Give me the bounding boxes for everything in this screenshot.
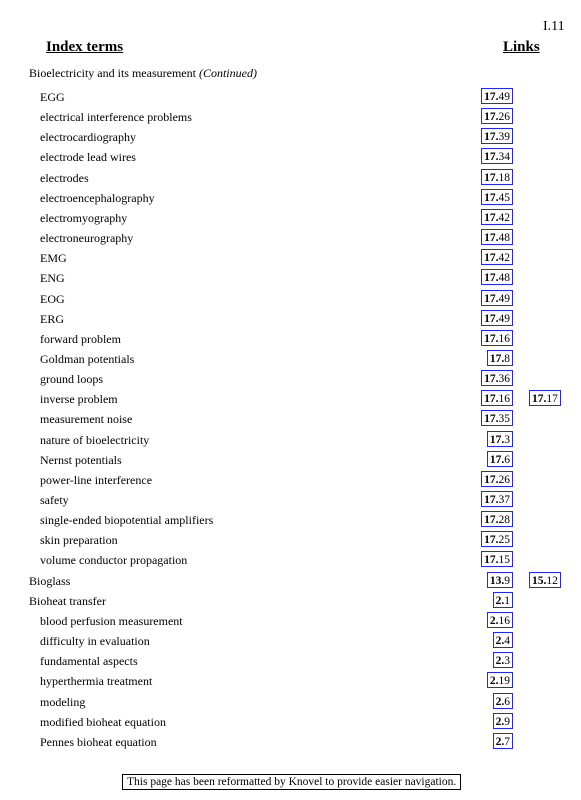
link-page: 18 [498, 171, 510, 184]
link-chapter: 17. [484, 413, 499, 426]
index-entry-row [0, 269, 581, 289]
index-term: electroencephalography [40, 190, 155, 205]
index-term: EGG [40, 90, 65, 104]
link-page: 1 [504, 594, 510, 607]
page-link[interactable] [481, 269, 513, 285]
index-entry-row [0, 108, 581, 128]
page-link[interactable] [493, 733, 513, 749]
page-link[interactable] [481, 128, 513, 144]
index-entry-row [0, 249, 581, 269]
link-page: 4 [504, 635, 510, 648]
page-link[interactable] [529, 572, 561, 588]
index-entry-row [0, 693, 581, 713]
index-entry-row [0, 209, 581, 229]
index-entry-row [0, 330, 581, 350]
link-chapter: 15. [532, 574, 547, 587]
link-page: 8 [504, 352, 510, 365]
index-entry-row [0, 592, 581, 612]
link-page: 16 [498, 393, 510, 406]
link-chapter: 2. [495, 635, 505, 648]
index-entry-row [0, 189, 581, 209]
link-chapter: 13. [489, 574, 505, 587]
page-link[interactable] [481, 330, 513, 346]
link-page: 26 [498, 473, 510, 486]
link-page: 49 [498, 312, 510, 325]
link-chapter: 17. [484, 131, 499, 144]
page-link[interactable] [487, 572, 513, 588]
page-link[interactable] [493, 713, 513, 729]
link-chapter: 17. [484, 494, 499, 506]
page-link[interactable] [481, 370, 513, 386]
index-term: ground loops [40, 372, 103, 387]
page-link[interactable] [481, 290, 513, 306]
index-entry-row [0, 290, 581, 310]
link-page: 42 [498, 211, 510, 224]
link-page: 16 [498, 332, 510, 345]
page-link[interactable] [481, 189, 513, 205]
page-link[interactable] [481, 410, 513, 426]
index-term: volume conductor propagation [40, 553, 188, 568]
index-term: single-ended biopotential amplifiers [40, 513, 214, 528]
index-term: difficulty in evaluation [40, 634, 150, 649]
index-entry-row [0, 128, 581, 148]
link-page: 48 [498, 232, 510, 245]
page-link[interactable] [487, 451, 513, 467]
link-chapter: 17. [532, 393, 547, 406]
link-chapter: 17. [484, 272, 499, 285]
page-link[interactable] [481, 249, 513, 265]
page-link[interactable] [487, 350, 513, 366]
index-term: modeling [40, 694, 86, 709]
links-header: Links [503, 39, 540, 55]
index-term: Nernst potentials [40, 452, 122, 467]
index-entry-row [0, 572, 581, 592]
link-page: 17 [546, 393, 558, 406]
link-page: 15 [498, 554, 510, 567]
index-entry-row [0, 229, 581, 249]
link-page: 9 [504, 574, 510, 587]
link-chapter: 2. [495, 715, 505, 728]
link-page: 6 [504, 695, 510, 708]
link-chapter: 17. [484, 514, 499, 527]
link-chapter: 17. [484, 292, 499, 305]
index-entry-row [0, 652, 581, 672]
page-link[interactable] [481, 531, 513, 547]
index-term: measurement noise [40, 412, 133, 427]
index-entry-row [0, 148, 581, 168]
index-term: power-line interference [40, 472, 153, 487]
link-page: 16 [498, 614, 510, 627]
page-link[interactable] [481, 551, 513, 567]
link-page: 26 [498, 111, 510, 124]
index-term: ERG [40, 311, 64, 326]
link-page: 19 [498, 675, 510, 688]
index-entry-row [0, 451, 581, 471]
link-page: 49 [498, 292, 510, 305]
link-chapter: 17. [484, 393, 499, 406]
page-link[interactable] [481, 471, 513, 487]
index-entry-row [0, 390, 581, 410]
page-link[interactable] [481, 310, 513, 326]
link-page: 39 [498, 131, 510, 144]
index-term: ENG [40, 271, 65, 286]
page-link[interactable] [493, 632, 513, 648]
index-entry-row [0, 169, 581, 189]
index-term: electrocardiography [40, 130, 136, 145]
index-entry-row [0, 310, 581, 330]
link-chapter: 2. [495, 655, 505, 668]
link-chapter: 17. [489, 433, 505, 446]
section-title-text: Bioelectricity and its measurement [29, 66, 196, 80]
link-chapter: 17. [484, 191, 499, 204]
link-page: 25 [498, 534, 510, 547]
page-link[interactable] [481, 390, 513, 406]
link-chapter: 17. [484, 211, 499, 224]
index-entry-row [0, 733, 581, 753]
link-page: 49 [498, 91, 510, 103]
page-link[interactable] [487, 672, 513, 688]
index-entry-row [0, 471, 581, 491]
link-page: 6 [504, 453, 510, 466]
index-entry-row [0, 350, 581, 370]
index-term: skin preparation [40, 533, 118, 548]
index-term: electrodes [40, 170, 89, 185]
index-term: nature of bioelectricity [40, 432, 150, 447]
page-link[interactable] [481, 88, 513, 104]
page-link[interactable] [481, 209, 513, 225]
index-term: hyperthermia treatment [40, 674, 153, 689]
knovel-footer-note: This page has been reformatted by Knovel to provide easier navigation. [122, 774, 461, 790]
page-link[interactable] [481, 148, 513, 164]
link-page: 28 [498, 514, 510, 527]
link-chapter: 17. [489, 453, 505, 466]
link-chapter: 17. [484, 534, 499, 547]
index-entry-row [0, 431, 581, 451]
page-link[interactable] [493, 652, 513, 668]
index-term: Bioheat transfer [29, 593, 106, 608]
link-chapter: 17. [484, 91, 499, 103]
link-page: 36 [498, 373, 510, 386]
index-entry-row [0, 370, 581, 390]
index-terms-header: Index terms [46, 39, 124, 55]
link-chapter: 2. [495, 594, 505, 607]
page-link[interactable] [481, 169, 513, 185]
link-page: 3 [504, 655, 510, 668]
page-link[interactable] [481, 229, 513, 245]
index-term: safety [40, 493, 69, 507]
index-term: modified bioheat equation [40, 714, 166, 729]
link-page: 7 [504, 735, 510, 748]
link-chapter: 17. [484, 111, 499, 124]
index-term: fundamental aspects [40, 654, 138, 669]
index-term: Bioglass [29, 573, 71, 588]
link-page: 3 [504, 433, 510, 446]
link-chapter: 17. [484, 232, 499, 245]
index-term: Goldman potentials [40, 351, 135, 366]
index-term: electrical interference problems [40, 110, 192, 125]
link-page: 37 [498, 494, 510, 506]
link-chapter: 17. [484, 554, 499, 567]
index-entry-row [0, 632, 581, 652]
continued-label: (Continued) [198, 66, 257, 80]
index-entry-row [0, 713, 581, 733]
link-chapter: 2. [495, 695, 505, 708]
link-page: 42 [498, 252, 510, 265]
link-chapter: 17. [484, 473, 499, 486]
index-entry-row [0, 491, 581, 511]
page-link[interactable] [529, 390, 561, 406]
page-link[interactable] [493, 693, 513, 709]
index-term: inverse problem [40, 392, 118, 407]
link-page: 45 [498, 191, 510, 204]
index-term: forward problem [40, 331, 121, 346]
link-chapter: 17. [484, 373, 499, 386]
page-link[interactable] [493, 592, 513, 608]
index-term: electroneurography [40, 231, 134, 246]
index-entry-row [0, 672, 581, 692]
index-entry-row [0, 88, 581, 108]
link-chapter: 17. [484, 151, 499, 164]
index-term: blood perfusion measurement [40, 613, 183, 628]
link-page: 35 [498, 413, 510, 426]
page-link[interactable] [487, 431, 513, 447]
page-link[interactable] [481, 491, 513, 507]
index-entry-row [0, 612, 581, 632]
link-chapter: 17. [484, 252, 499, 265]
index-term: Pennes bioheat equation [40, 734, 157, 749]
page-link[interactable] [481, 511, 513, 527]
page-link[interactable] [487, 612, 513, 628]
link-page: 48 [498, 272, 510, 285]
index-entry-row [0, 551, 581, 571]
link-page: 12 [546, 574, 558, 587]
index-term: EMG [40, 251, 67, 266]
index-entry-row [0, 511, 581, 531]
link-page: 9 [504, 715, 510, 728]
index-entry-row [0, 531, 581, 551]
index-term: electromyography [40, 210, 128, 225]
link-page: 34 [498, 151, 510, 164]
index-term: electrode lead wires [40, 150, 136, 165]
link-chapter: 2. [495, 735, 505, 748]
link-chapter: 2. [489, 675, 499, 688]
page-number: I.11 [543, 19, 565, 34]
link-chapter: 17. [484, 332, 499, 345]
index-entry-row [0, 410, 581, 430]
index-term: EOG [40, 291, 65, 306]
link-chapter: 17. [484, 312, 499, 325]
page-link[interactable] [481, 108, 513, 124]
link-chapter: 17. [489, 352, 505, 365]
link-chapter: 2. [489, 614, 499, 627]
link-chapter: 17. [484, 171, 499, 184]
